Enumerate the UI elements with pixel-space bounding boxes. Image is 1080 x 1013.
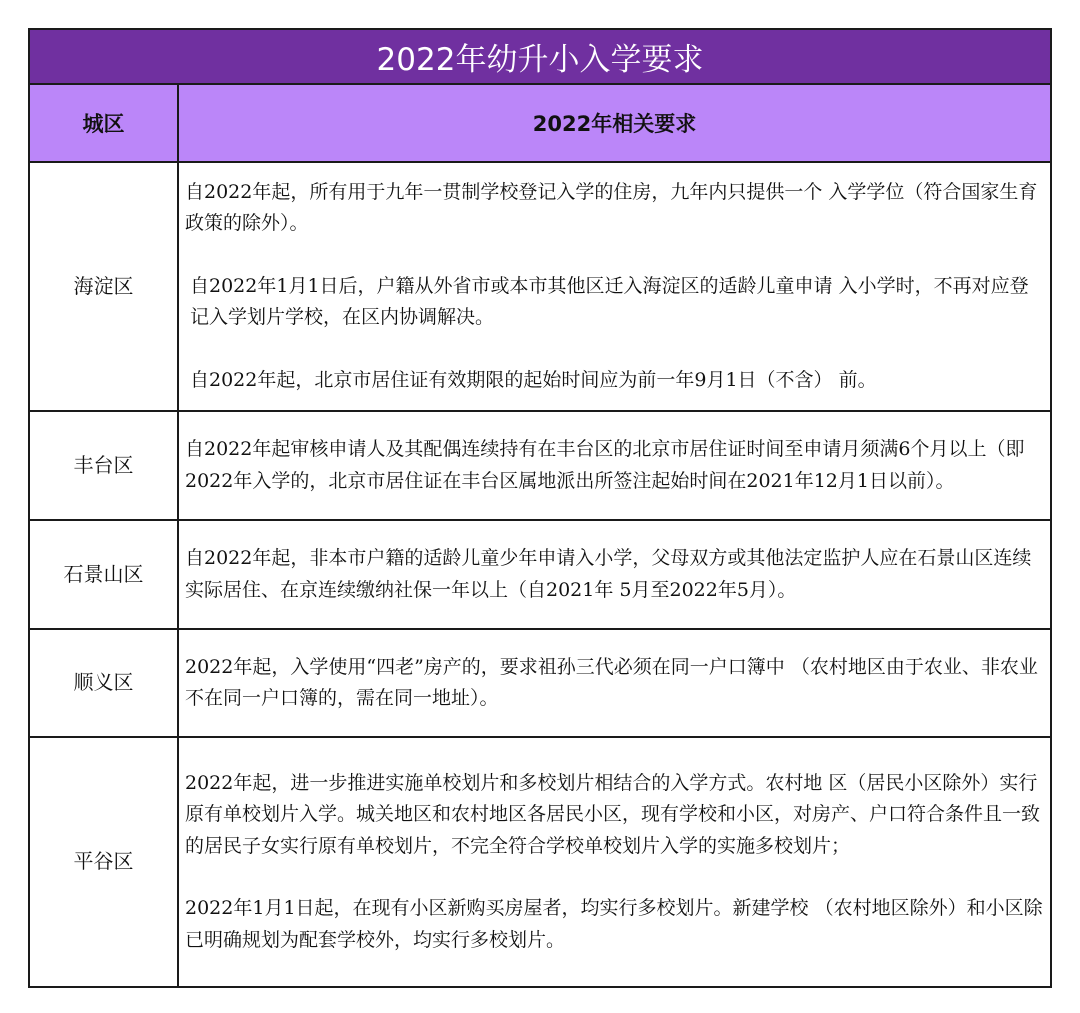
requirement-cell <box>178 629 1050 737</box>
district-cell: 顺义区 <box>30 629 178 737</box>
requirement-paragraph: 自2022年起，所有用于九年一贯制学校登记入学的住房，九年内只提供一个 入学学位（符合国家生育政策的除外）。 <box>185 180 1038 235</box>
requirement-paragraph: 2022年1月1日起，在现有小区新购买房屋者，均实行多校划片。新建学校 （农村地区除外）和小区除已明确规划为配套学校外，均实行多校划片。 <box>185 897 1043 951</box>
requirement-paragraph: 自2022年起审核申请人及其配偶连续持有在丰台区的北京市居住证时间至申请月须满6个月以上（即2022年入学的，北京市居住证在丰台区属地派出所签注起始时间在2021年12月1日以前）。 <box>185 438 1025 492</box>
requirement-cell <box>178 411 1050 520</box>
requirement-cell <box>178 520 1050 629</box>
table-row <box>30 520 1050 629</box>
requirement-paragraph: 2022年起，进一步推进实施单校划片和多校划片相结合的入学方式。农村地 区（居民小区除外）实行原有单校划片入学。城关地区和农村地区各居民小区，现有学校和小区，对房产、户口符合条件且一致的居民子女实行原有单校划片，不完全符合学校单校划片入学的实施多校划片； <box>185 771 1041 857</box>
district-cell: 平谷区 <box>30 737 178 986</box>
requirement-paragraph: 自2022年起，非本市户籍的适龄儿童少年申请入小学，父母双方或其他法定监护人应在石景山区连续实际居住、在京连续缴纳社保一年以上（自2021年 5月至2022年5月）。 <box>185 547 1032 601</box>
header-requirements: 2022年相关要求 <box>178 85 1050 162</box>
district-cell: 丰台区 <box>30 411 178 520</box>
district-cell: 石景山区 <box>30 520 178 629</box>
header-district: 城区 <box>30 85 178 162</box>
district-cell: 海淀区 <box>30 162 178 411</box>
header-row <box>30 85 1050 162</box>
table-title: 2022年幼升小入学要求 <box>30 30 1050 85</box>
requirement-cell <box>178 162 1050 411</box>
table-row <box>30 737 1050 986</box>
requirement-paragraph: 自2022年1月1日后，户籍从外省市或本市其他区迁入海淀区的适龄儿童申请 入小学时，不再对应登记入学划片学校，在区内协调解决。 <box>190 274 1029 329</box>
requirement-paragraph: 2022年起，入学使用“四老”房产的，要求祖孙三代必须在同一户口簿中 （农村地区由于农业、非农业不在同一户口簿的，需在同一地址）。 <box>185 655 1038 709</box>
requirements-grid <box>30 85 1050 986</box>
requirements-table <box>28 28 1052 988</box>
requirement-paragraph: 自2022年起，北京市居住证有效期限的起始时间应为前一年9月1日（不含） 前。 <box>190 368 877 391</box>
table-row <box>30 411 1050 520</box>
table-row <box>30 629 1050 737</box>
requirement-cell <box>178 737 1050 986</box>
table-row <box>30 162 1050 411</box>
